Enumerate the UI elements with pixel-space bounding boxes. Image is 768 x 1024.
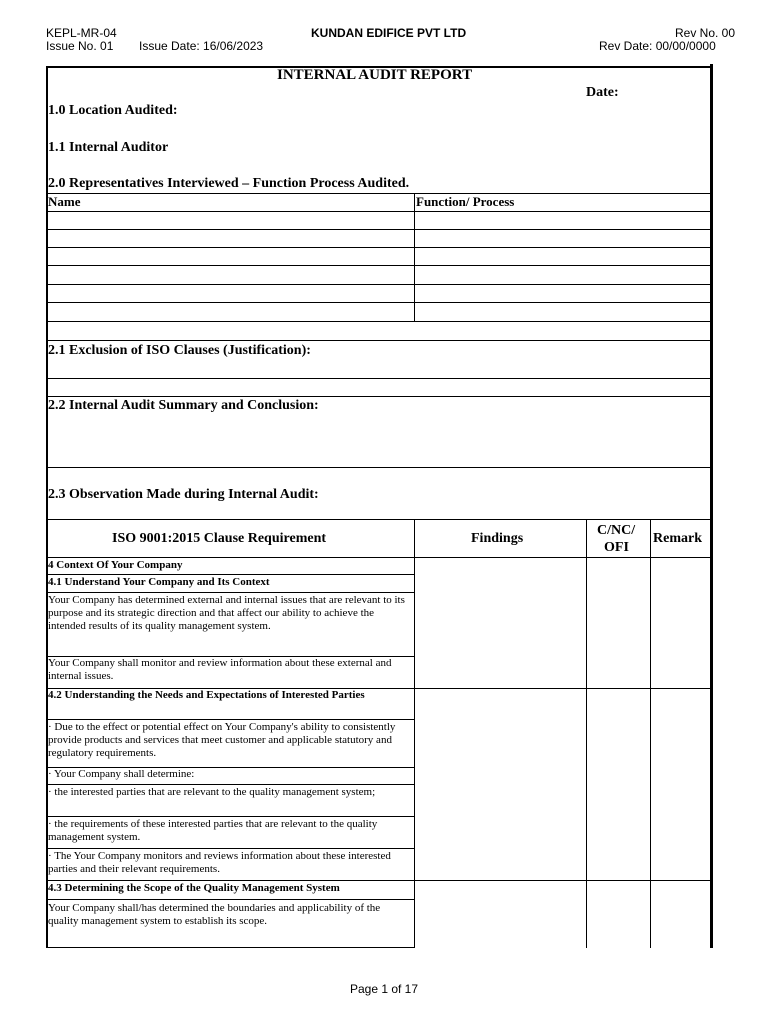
clause-row: · Your Company shall determine: <box>48 768 195 780</box>
rev-date: Rev Date: 00/00/0000 <box>599 39 716 53</box>
clause-row: 4.2 Understanding the Needs and Expectations of Interested Parties <box>48 689 365 701</box>
issue-date: Issue Date: 16/06/2023 <box>139 39 264 53</box>
report-frame-right-border <box>710 64 713 948</box>
rule <box>46 784 414 785</box>
rule <box>46 574 414 575</box>
rule <box>46 340 710 341</box>
clause-row: 4 Context Of Your Company <box>48 559 183 571</box>
rule <box>46 557 710 558</box>
rule <box>414 519 415 948</box>
clause-row: · The Your Company monitors and reviews information about these interested parties and their relevant requirements. <box>48 850 391 875</box>
rule <box>46 519 710 520</box>
clause-row: · the interested parties that are relevant to the quality management system; <box>48 786 376 798</box>
clause-row: Your Company shall monitor and review information about these external and internal issues. <box>48 657 392 682</box>
rule <box>46 816 414 817</box>
rule <box>46 211 710 212</box>
rule <box>586 519 587 948</box>
rule <box>46 321 710 322</box>
rule <box>414 193 415 321</box>
observation-label: 2.3 Observation Made during Internal Audit: <box>48 487 319 502</box>
col-requirement-header: ISO 9001:2015 Clause Requirement <box>112 531 327 546</box>
rule <box>46 265 710 266</box>
rule <box>46 193 710 194</box>
rev-no: Rev No. 00 <box>675 26 736 40</box>
date-label: Date: <box>586 85 619 100</box>
internal-auditor-label: 1.1 Internal Auditor <box>48 140 169 155</box>
representatives-label: 2.0 Representatives Interviewed – Function Process Audited. <box>48 176 410 191</box>
clause-row: · the requirements of these interested parties that are relevant to the quality management system. <box>48 818 378 843</box>
rule <box>650 519 651 948</box>
rule <box>46 302 710 303</box>
exclusion-label: 2.1 Exclusion of ISO Clauses (Justification): <box>48 343 311 358</box>
rule <box>46 284 710 285</box>
issue-no: Issue No. 01 <box>46 39 114 53</box>
col-cnc-header-line2: OFI <box>604 540 629 555</box>
col-findings-header: Findings <box>471 531 524 546</box>
rule <box>46 396 710 397</box>
clause-row: · Due to the effect or potential effect on Your Company's ability to consistently provide products and services that meet customer and applicable statutory and regulatory requirements. <box>48 721 396 759</box>
rule <box>46 848 414 849</box>
rule <box>46 247 710 248</box>
doc-code: KEPL-MR-04 <box>46 26 117 40</box>
rule <box>46 719 414 720</box>
rule <box>46 899 414 900</box>
rule <box>46 592 414 593</box>
location-audited-label: 1.0 Location Audited: <box>48 103 178 118</box>
rule <box>46 947 414 948</box>
rule <box>46 467 710 468</box>
rule <box>46 378 710 379</box>
col-name-header: Name <box>48 194 81 209</box>
col-remark-header: Remark <box>653 531 702 546</box>
clause-row: 4.1 Understand Your Company and Its Context <box>48 576 270 588</box>
col-function-header: Function/ Process <box>416 194 515 209</box>
company-name: KUNDAN EDIFICE PVT LTD <box>311 26 467 40</box>
page-number: Page 1 of 17 <box>349 982 419 996</box>
clause-row: 4.3 Determining the Scope of the Quality Management System <box>48 882 340 894</box>
clause-row: Your Company shall/has determined the boundaries and applicability of the quality management system to establish its scope. <box>48 902 381 927</box>
rule <box>46 229 710 230</box>
rule <box>46 880 710 881</box>
summary-label: 2.2 Internal Audit Summary and Conclusion: <box>48 398 319 413</box>
col-cnc-header-line1: C/NC/ <box>597 523 636 538</box>
clause-row: Your Company has determined external and internal issues that are relevant to its purpose and its strategic direction and that affect our ability to achieve the intended results of its quality management system. <box>48 594 405 632</box>
report-title: INTERNAL AUDIT REPORT <box>277 67 473 83</box>
